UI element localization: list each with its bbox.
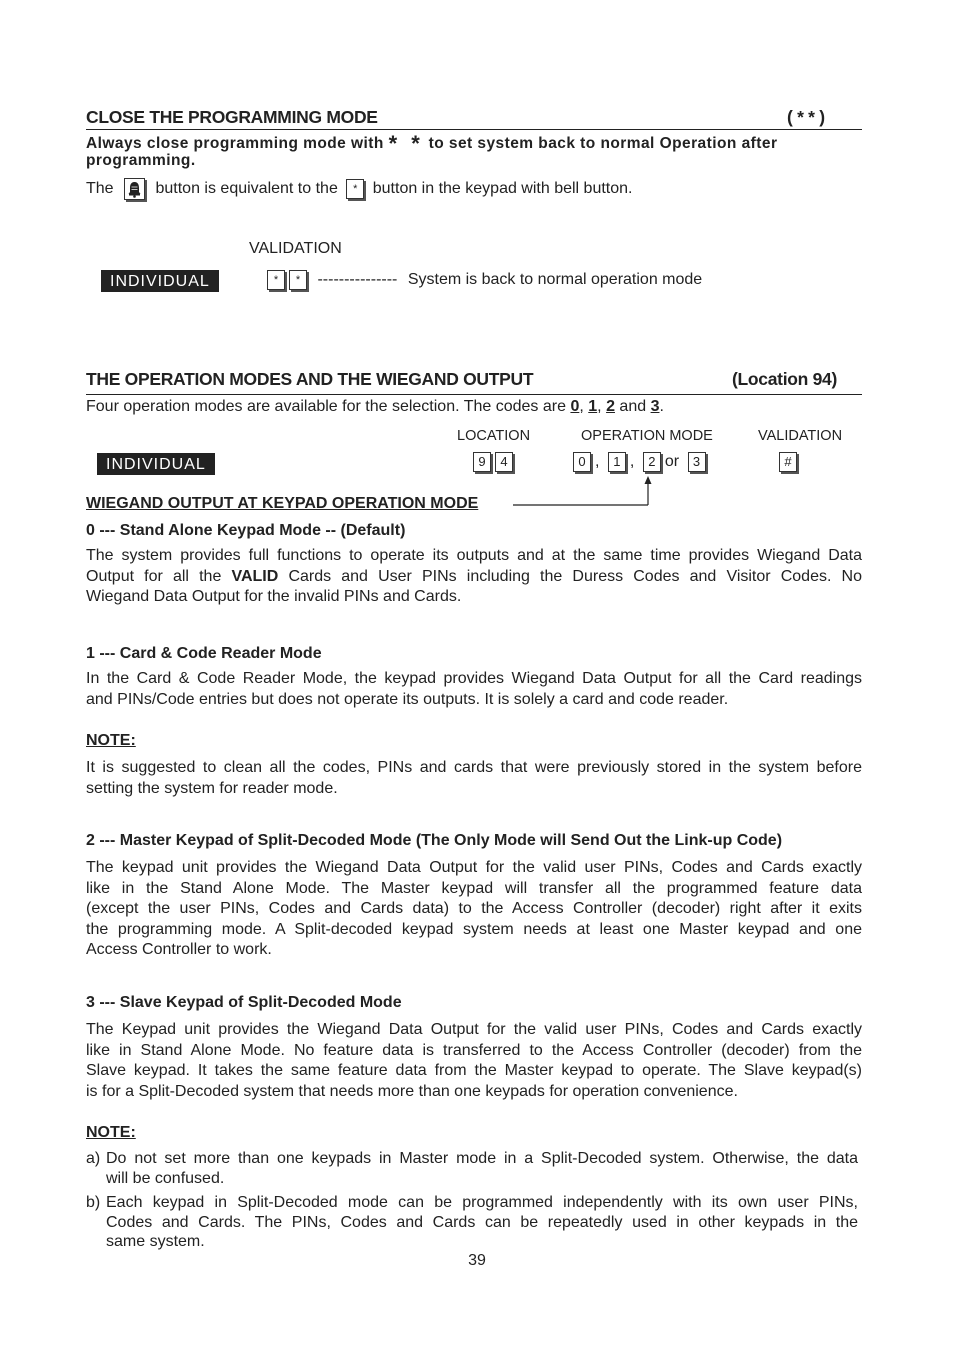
dashes: --------------- <box>317 271 398 289</box>
mode2-heading: 2 --- Master Keypad of Split-Decoded Mode (The Only Mode will Send Out the Link-up Code) <box>86 832 783 849</box>
bell-equivalent-line: The button is equivalent to the * button in the keypad with bell button. <box>86 178 632 200</box>
double-star: * * <box>388 131 424 156</box>
key-2: 2 <box>643 452 661 472</box>
note2-item-a: a) Do not set more than one keypads in Master mode in a Split-Decoded system. Otherwise, the data will be confused. <box>86 1150 858 1187</box>
wiegand-heading: WIEGAND OUTPUT AT KEYPAD OPERATION MODE <box>86 495 479 512</box>
note2-heading: NOTE: <box>86 1124 136 1141</box>
individual-badge: INDIVIDUAL <box>101 270 219 292</box>
mode-connector-arrow <box>510 474 660 510</box>
close-instruction: Always close programming mode with * * to set system back to normal Operation after <box>86 131 778 156</box>
section-rule <box>86 394 862 395</box>
key-1: 1 <box>608 452 626 472</box>
hash-key: # <box>779 452 797 472</box>
section-operation-modes-location: (Location 94) <box>732 369 837 389</box>
mode3-body: The Keypad unit provides the Wiegand Data Output for the valid user PINs, Codes and Cards exactly like in Stand Alone Mode. No feature data is transferred to the Access Controller (decoder) from the Slave keypad. It takes the same feature data from the Master keypad to operate. The Slave keypad(s) is for a Split-Decoded system that needs more than one keypads for operation convenience. <box>86 1021 862 1100</box>
key-9: 9 <box>473 452 491 472</box>
section-close-programming-title: CLOSE THE PROGRAMMING MODE <box>86 107 378 127</box>
star-key: * <box>346 179 364 199</box>
key-0: 0 <box>573 452 591 472</box>
mode1-heading: 1 --- Card & Code Reader Mode <box>86 645 322 662</box>
mode0-heading: 0 --- Stand Alone Keypad Mode -- (Default) <box>86 522 406 539</box>
operation-modes-intro: Four operation modes are available for the selection. The codes are 0, 1, 2 and 3. <box>86 398 664 415</box>
column-operation-mode: OPERATION MODE <box>581 428 713 444</box>
section-rule <box>86 129 862 130</box>
mode2-body: The keypad unit provides the Wiegand Data Output for the valid user PINs, Codes and Cards exactly like in the Stand Alone Mode. The Master keypad will transfer all the programmed feature data (except the user PINs, Codes and Cards data) to the Access Controller (decoder) right after it exits the programming mode. A Split-decoded keypad system needs at least one Master keypad and one Access Controller to work. <box>86 859 862 958</box>
key-4: 4 <box>495 452 513 472</box>
validation-label: VALIDATION <box>249 240 342 257</box>
column-validation: VALIDATION <box>758 428 843 444</box>
star-key: * <box>289 270 307 290</box>
note1-heading: NOTE: <box>86 732 136 749</box>
close-instruction-line2: programming. <box>86 152 196 169</box>
mode-keys: 0 , 1 , 2 or 3 <box>573 452 710 472</box>
column-location: LOCATION <box>457 428 531 444</box>
key-3: 3 <box>688 452 706 472</box>
page-number: 39 <box>468 1252 486 1269</box>
individual-badge: INDIVIDUAL <box>97 453 215 475</box>
bell-icon <box>124 178 145 200</box>
mode1-body: In the Card & Code Reader Mode, the keypad provides Wiegand Data Output for all the Card readings and PINs/Code entries but does not operate its outputs. It is solely a card and code reader. <box>86 670 862 708</box>
mode0-body: The system provides full functions to operate its outputs and at the same time provides Wiegand Data Output for all the VALID Cards and User PINs including the Duress Codes and Visitor Codes. No Wiegand Data Output for the invalid PINs and Cards. <box>86 547 863 605</box>
close-result: System is back to normal operation mode <box>407 271 703 289</box>
note1-body: It is suggested to clean all the codes, PINs and cards that were previously stored in the system before setting the system for reader mode. <box>86 759 862 797</box>
star-key: * <box>267 270 285 290</box>
note2-item-b: b) Each keypad in Split-Decoded mode can be programmed independently with its own user PINs, Codes and Cards. The PINs, Codes and Cards can be repeatedly used in other keypads in the same system. <box>86 1194 858 1250</box>
location-keys <box>473 452 517 472</box>
mode3-heading: 3 --- Slave Keypad of Split-Decoded Mode <box>86 994 402 1011</box>
close-key-sequence <box>267 270 702 290</box>
section-close-programming-code: ( * * ) <box>787 107 825 127</box>
validation-keys <box>779 452 801 472</box>
section-operation-modes-title: THE OPERATION MODES AND THE WIEGAND OUTPUT <box>86 369 534 389</box>
